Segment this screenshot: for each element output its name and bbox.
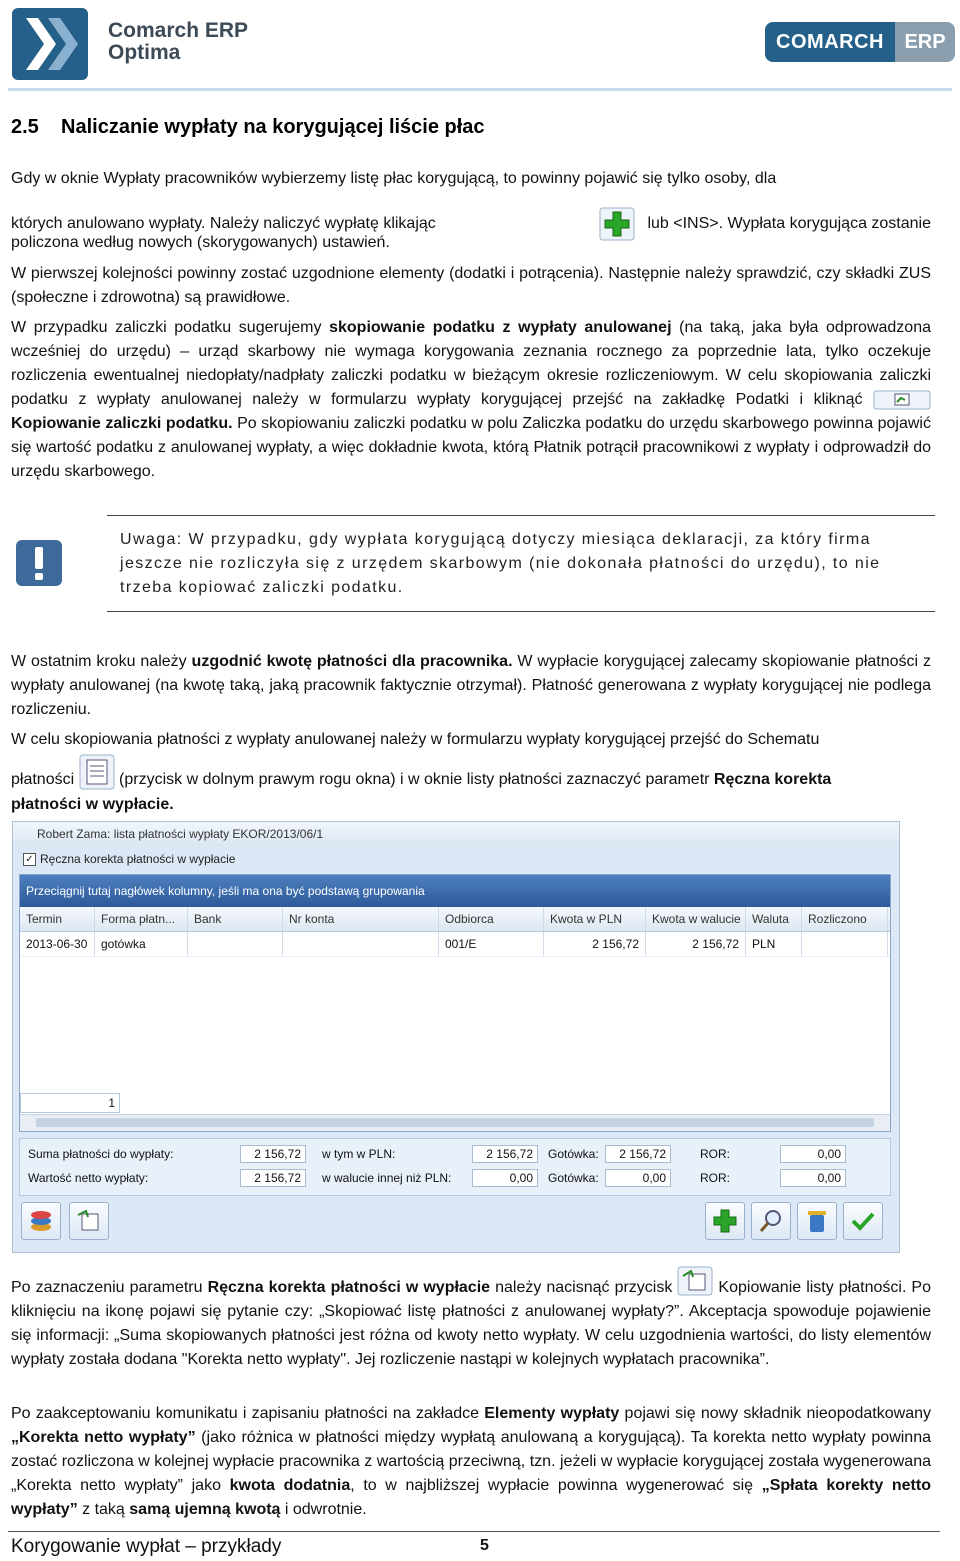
copy-tax-icon[interactable]	[873, 390, 931, 410]
p3-d: Kopiowanie zaliczki podatku.	[11, 415, 233, 432]
p7-h: „Spłata korekty netto wypłaty”	[11, 1477, 931, 1518]
pln-label: w tym w PLN:	[322, 1147, 396, 1161]
col-rozliczono[interactable]: Rozliczono	[802, 907, 888, 931]
payment-list-window	[12, 821, 900, 1253]
manual-correction-checkbox[interactable]	[23, 852, 235, 866]
header-rule	[8, 88, 952, 91]
coins-icon	[28, 1209, 54, 1233]
p7-c: pojawi się nowy składnik nieopodatkowany	[619, 1405, 931, 1422]
waluta-label: w walucie innej niż PLN:	[322, 1171, 452, 1185]
brand-badge-main: COMARCH	[765, 22, 895, 62]
ror2-label: ROR:	[700, 1171, 730, 1185]
p4-c: W wypłacie korygującej zalecamy skopiowanie płatności z wypłaty anulowanej (na kwotę taką, jaką pracownik faktycznie otrzymał). Płatność generowana z wypłaty korygującej nie podlega rozliczeniu.	[11, 653, 931, 718]
p5b-c: Ręczna korekta	[713, 771, 832, 788]
p3-b: skopiowanie podatku z wypłaty anulowanej	[329, 319, 672, 336]
add-button[interactable]	[705, 1202, 745, 1240]
row-count: 1	[20, 1093, 120, 1113]
ror2-value: 0,00	[780, 1169, 846, 1187]
payments-stack-button[interactable]	[21, 1202, 61, 1240]
brand-line2: Optima	[108, 41, 181, 64]
delete-button[interactable]	[797, 1202, 837, 1240]
paragraph-3	[11, 316, 931, 484]
payments-grid	[19, 874, 891, 1132]
p7-a: Po zaakceptowaniu komunikatu i zapisaniu płatności na zakładce	[11, 1405, 485, 1422]
paragraph-7	[11, 1402, 931, 1522]
ror1-value: 0,00	[780, 1145, 846, 1163]
p7-i: z taką	[77, 1501, 130, 1518]
cell-termin: 2013-06-30	[20, 932, 95, 956]
paragraph-1d: policzona według nowych (skorygowanych) ustawień.	[11, 234, 390, 251]
paragraph-2: W pierwszej kolejności powinny zostać uzgodnione elementy (dodatki i potrącenia). Następnie należy sprawdzić, czy składki ZUS (społeczne i zdrowotna) są prawidłowe.	[11, 265, 931, 306]
section-title: 2.5 Naliczanie wypłaty na korygującej liście płac	[11, 116, 485, 138]
cell-forma: gotówka	[95, 932, 188, 956]
note-top-rule	[107, 515, 935, 516]
paragraph-1b-text: których anulowano wypłaty. Należy naliczyć wypłatę klikając	[11, 215, 436, 232]
pln-value: 2 156,72	[472, 1145, 538, 1163]
gotowka1-label: Gotówka:	[548, 1147, 599, 1161]
cell-nr-konta	[283, 932, 439, 956]
p3-e: Po skopiowaniu zaliczki podatku w polu Zaliczka podatku do urzędu skarbowego powinna pojawić się wartość podatku z anulowanej wypłaty, a więc dokładnie kwota, którą Płatnik potrącił pracownikowi z wypłaty i odprowadził do urzędu skarbowego.	[11, 415, 931, 480]
magnifier-icon	[758, 1208, 784, 1234]
grid-header-row	[20, 907, 890, 932]
page-number: 5	[480, 1537, 489, 1554]
p7-e: (jako różnica w płatności między wypłatą anulowaną a korygującą). Ta korekta netto wypłaty powinna zostać rozliczona w kolejnej wypłacie pracownika z wartością przeciwną, tzn. jeżeli w wypłacie korygującej została wygenerowana „Korekta netto wypłaty” jako	[11, 1429, 931, 1494]
note-bottom-rule	[107, 611, 935, 612]
p6-a: Po zaznaczeniu parametru	[11, 1279, 208, 1296]
p3-c: (na taką, jaka była odprowadzona wcześniej do urzędu) – urząd skarbowy nie wymaga korygowania zeznania rocznego za poprzednie lata, tylko oczekuje rozliczenia ewentualnej niedopłaty/nadpłaty zaliczki podatku w bieżącym okresie rozliczeniowym. W celu skopiowania zaliczki podatku z wypłaty anulowanej należy w formularzu wypłaty korygującej przejść na zakładkę Podatki i kliknąć	[11, 319, 931, 408]
gotowka2-value: 0,00	[605, 1169, 671, 1187]
cell-waluta: PLN	[746, 932, 802, 956]
p4-a: W ostatnim kroku należy	[11, 653, 192, 670]
col-kwota-waluta[interactable]: Kwota w walucie	[646, 907, 746, 931]
paragraph-5c: płatności w wypłacie.	[11, 796, 174, 813]
payment-schema-icon[interactable]	[79, 754, 115, 790]
ror1-label: ROR:	[700, 1147, 730, 1161]
horizontal-scrollbar[interactable]	[20, 1114, 890, 1131]
preview-button[interactable]	[751, 1202, 791, 1240]
cell-kwota-waluta: 2 156,72	[646, 932, 746, 956]
group-by-bar[interactable]: Przeciągnij tutaj nagłówek kolumny, jeśli ma ona być podstawą grupowania	[20, 875, 890, 907]
p7-d: „Korekta netto wypłaty”	[11, 1429, 196, 1446]
col-bank[interactable]: Bank	[188, 907, 283, 931]
waluta-value: 0,00	[472, 1169, 538, 1187]
p7-k: i odwrotnie.	[280, 1501, 367, 1518]
brand-badge-suffix: ERP	[895, 22, 955, 62]
trash-icon	[804, 1208, 830, 1234]
p6-b: Ręczna korekta płatności w wypłacie	[207, 1279, 491, 1296]
paragraph-1a: Gdy w oknie Wypłaty pracowników wybierzemy listę płac korygującą, to powinny pojawić się tylko osoby, dla	[11, 170, 777, 187]
table-row[interactable]	[20, 932, 890, 957]
p4-b: uzgodnić kwotę płatności dla pracownika.	[191, 653, 513, 670]
p7-j: samą ujemną kwotą	[129, 1501, 281, 1518]
gotowka1-value: 2 156,72	[605, 1145, 671, 1163]
checkbox-box[interactable]: ✓	[23, 853, 36, 866]
paragraph-5a: W celu skopiowania płatności z wypłaty anulowanej należy w formularzu wypłaty korygującej przejść do Schematu	[11, 731, 820, 748]
note-text: Uwaga: W przypadku, gdy wypłata korygującą dotyczy miesiąca deklaracji, za który firma jeszcze nie rozliczyła się z urzędem skarbowym (nie dokonała płatności do urzędu), to nie trzeba kopiować zaliczki podatku.	[120, 531, 881, 596]
p6-c: należy nacisnąć przycisk	[490, 1279, 673, 1296]
copy-list-icon	[76, 1209, 102, 1233]
copy-payment-list-button[interactable]	[69, 1202, 109, 1240]
brand-line1: Comarch ERP	[108, 19, 249, 42]
cell-rozliczono	[802, 932, 888, 956]
paragraph-6	[11, 1276, 931, 1372]
gotowka2-label: Gotówka:	[548, 1171, 599, 1185]
footer-rule	[8, 1531, 940, 1532]
warning-exclamation-icon	[14, 538, 64, 588]
p6-d: Kopiowanie listy płatności. Po kliknięciu na ikonę pojawi się pytanie czy: „Skopiować listę płatności z anulowanej wypłaty?”. Akceptacja spowoduje pojawienie się informacji: „Suma skopiowanych płatności jest różna od kwoty netto wypłaty. W celu uzgodnienia wartości, do listy elementów wypłaty została dodana "Korekta netto wypłaty". Jej rozliczenie nastąpi w kolejnych wypłatach pracownika”.	[11, 1279, 931, 1368]
p5b-a: płatności	[11, 771, 75, 788]
col-nr-konta[interactable]: Nr konta	[283, 907, 439, 931]
checkbox-label: Ręczna korekta płatności w wypłacie	[40, 852, 236, 866]
col-forma[interactable]: Forma płatn...	[95, 907, 188, 931]
sums-panel	[19, 1138, 891, 1196]
col-kwota-pln[interactable]: Kwota w PLN	[544, 907, 646, 931]
suma-value: 2 156,72	[240, 1145, 306, 1163]
col-waluta[interactable]: Waluta	[746, 907, 802, 931]
netto-label: Wartość netto wypłaty:	[28, 1171, 149, 1185]
confirm-button[interactable]	[843, 1202, 883, 1240]
p7-b: Elementy wypłaty	[484, 1405, 620, 1422]
p5b-b: (przycisk w dolnym prawym rogu okna) i w oknie listy płatności zaznaczyć parametr	[114, 771, 714, 788]
cell-bank	[188, 932, 283, 956]
col-termin[interactable]: Termin	[20, 907, 95, 931]
p7-g: , to w najbliższej wypłacie powinna wygenerować się	[350, 1477, 762, 1494]
copy-payments-icon[interactable]	[677, 1266, 713, 1296]
brand-name	[108, 20, 248, 64]
window-title: Robert Zama: lista płatności wypłaty EKOR/2013/06/1	[13, 822, 899, 846]
p3-a: W przypadku zaliczki podatku sugerujemy	[11, 319, 330, 336]
comarch-erp-badge	[765, 22, 955, 62]
footer-title: Korygowanie wypłat – przykłady	[11, 1536, 282, 1557]
suma-label: Suma płatności do wypłaty:	[28, 1147, 174, 1161]
paragraph-4	[11, 650, 931, 722]
netto-value: 2 156,72	[240, 1169, 306, 1187]
p7-f: kwota dodatnia	[229, 1477, 351, 1494]
cell-odbiorca: 001/E	[439, 932, 544, 956]
cell-kwota-pln: 2 156,72	[544, 932, 646, 956]
col-odbiorca[interactable]: Odbiorca	[439, 907, 544, 931]
paragraph-1c-text: lub <INS>. Wypłata korygująca zostanie	[647, 215, 931, 232]
scrollbar-thumb[interactable]	[36, 1118, 874, 1127]
checkmark-icon	[850, 1208, 876, 1234]
plus-icon	[712, 1208, 738, 1234]
paragraph-5b	[11, 768, 931, 792]
comarch-logo-icon	[12, 8, 88, 80]
